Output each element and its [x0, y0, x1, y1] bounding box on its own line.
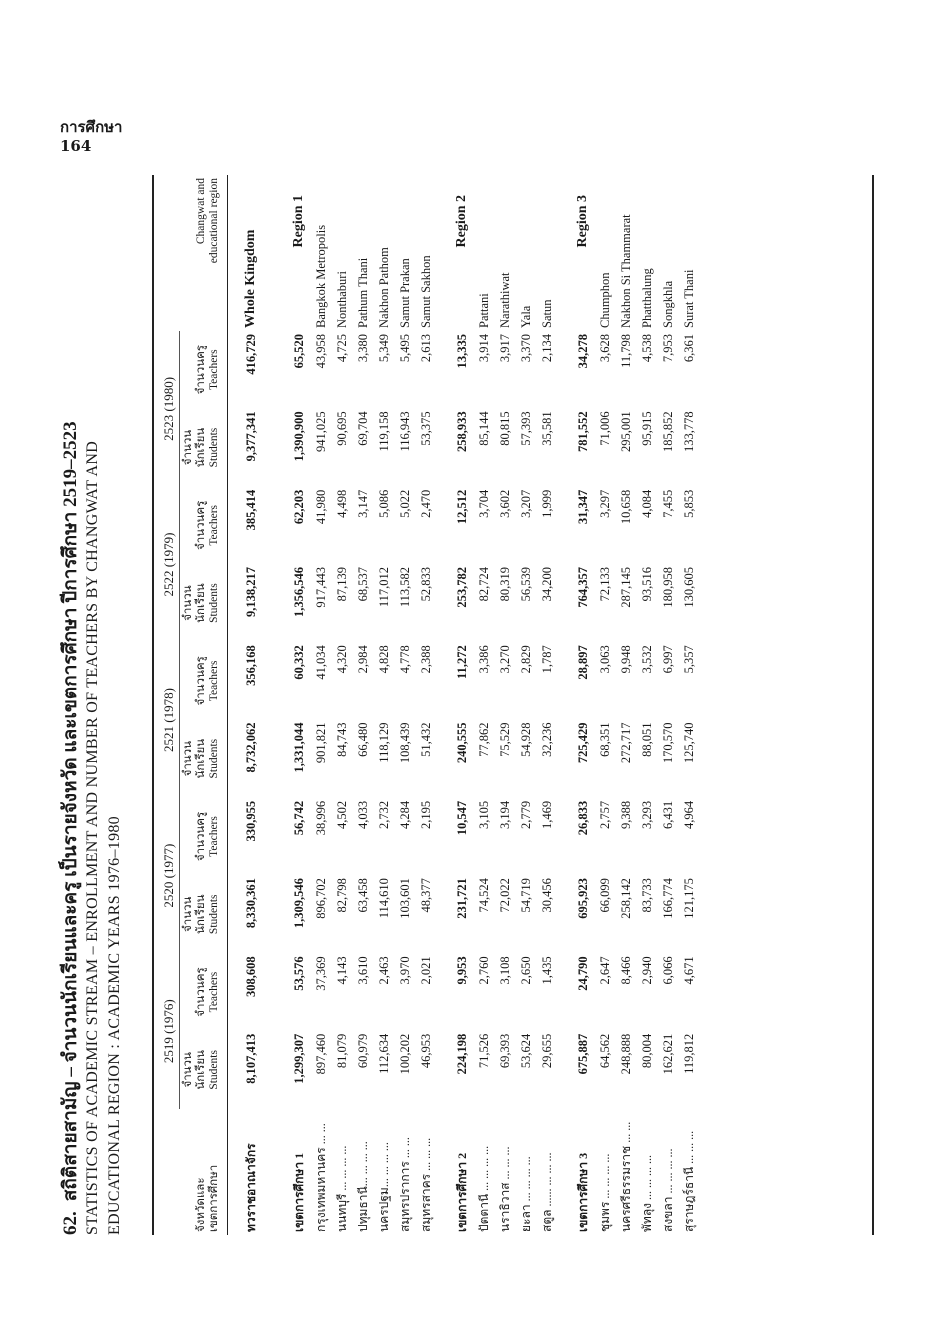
- teachers-cell: 3,970: [398, 956, 412, 985]
- teachers-cell: 3,380: [356, 334, 370, 363]
- row-label-english: Narathiwat: [498, 272, 512, 328]
- teachers-cell: 385,414: [243, 489, 258, 531]
- teachers-cell: 1,435: [540, 956, 554, 985]
- teachers-cell: 4,538: [640, 334, 654, 363]
- teachers-cell: 4,498: [335, 489, 349, 518]
- teachers-cell: 41,980: [314, 489, 328, 525]
- region-row: [437, 175, 474, 1235]
- students-cell: 917,443: [314, 566, 328, 608]
- students-cell: 75,529: [498, 722, 512, 757]
- row-label-thai: นนทบุรี ... ... ... ...: [335, 1145, 349, 1232]
- teachers-cell: 5,357: [682, 645, 696, 674]
- students-cell: 180,958: [661, 566, 675, 608]
- teachers-cell: 5,022: [398, 489, 412, 518]
- row-label-thai: นครปฐม... ... ... ...: [377, 1142, 391, 1232]
- row-label-thai: สุราษฎร์ธานี ... ... ...: [682, 1130, 696, 1232]
- title-english-line1: STATISTICS OF ACADEMIC STREAM – ENROLLMENT AND NUMBER OF TEACHERS BY CHANGWAT AND: [84, 440, 101, 1235]
- teachers-header: จำนวนครู Teachers: [195, 345, 220, 395]
- teachers-cell: 28,897: [575, 645, 590, 680]
- teachers-cell: 11,798: [619, 334, 633, 368]
- teachers-cell: 2,463: [377, 956, 391, 985]
- teachers-cell: 8,466: [619, 956, 633, 985]
- students-cell: 117,012: [377, 566, 391, 608]
- students-cell: 32,236: [540, 722, 554, 757]
- students-cell: 80,004: [640, 1033, 654, 1069]
- teachers-cell: 24,790: [575, 956, 590, 991]
- row-label-thai: สมุทรปราการ ... ...: [398, 1137, 412, 1232]
- students-cell: 83,733: [640, 878, 654, 913]
- row-label-english: Bangkok Metropolis: [314, 224, 328, 328]
- row-label-english: Samut Prakan: [398, 258, 412, 328]
- teachers-cell: 3,063: [598, 645, 612, 674]
- students-cell: 72,133: [598, 566, 612, 602]
- students-cell: 287,145: [619, 566, 633, 608]
- row-label-english: Region 3: [575, 195, 590, 248]
- title-thai: สถิติสายสามัญ – จำนวนนักเรียนและครู เป็นรายจังหวัด และเขตการศึกษา ปีการศึกษา 2519–2523: [60, 421, 81, 1202]
- table-row: [332, 175, 353, 1235]
- row-label-english: Phatthalung: [640, 268, 654, 328]
- students-cell: 764,357: [575, 566, 590, 608]
- teachers-cell: 3,207: [519, 489, 533, 518]
- teachers-cell: 2,984: [356, 645, 370, 674]
- teachers-cell: 5,349: [377, 334, 391, 363]
- row-label-thai: ปัตตานี ... ... ... ...: [477, 1145, 491, 1232]
- students-cell: 90,695: [335, 411, 349, 446]
- teachers-cell: 31,347: [575, 489, 590, 525]
- table-row: [495, 175, 516, 1235]
- title-english-line2: EDUCATIONAL REGION : ACADEMIC YEARS 1976–1980: [106, 816, 123, 1235]
- row-label-english: Yala: [519, 305, 533, 328]
- students-cell: 80,815: [498, 411, 512, 446]
- teachers-header: จำนวนครู Teachers: [195, 811, 220, 862]
- row-label-english: Samut Sakhon: [419, 255, 433, 328]
- teachers-cell: 2,195: [419, 800, 433, 829]
- table-row: [595, 175, 616, 1235]
- table-row: [637, 175, 658, 1235]
- teachers-cell: 3,914: [477, 334, 491, 363]
- students-cell: 695,923: [575, 878, 590, 919]
- students-cell: 1,356,546: [291, 566, 306, 617]
- students-cell: 66,480: [356, 722, 370, 757]
- students-cell: 248,888: [619, 1033, 633, 1075]
- teachers-cell: 2,940: [640, 956, 654, 985]
- teachers-cell: 5,086: [377, 489, 391, 518]
- students-cell: 95,915: [640, 411, 654, 446]
- students-cell: 125,740: [682, 722, 696, 764]
- students-cell: 69,704: [356, 411, 370, 446]
- students-cell: 77,862: [477, 722, 491, 757]
- teachers-cell: 3,610: [356, 956, 370, 985]
- top-rule: [152, 175, 154, 1235]
- teachers-cell: 3,147: [356, 489, 370, 518]
- students-cell: 60,979: [356, 1033, 370, 1069]
- students-cell: 108,439: [398, 722, 412, 764]
- teachers-cell: 26,833: [575, 800, 590, 836]
- teachers-cell: 3,270: [498, 645, 512, 674]
- table-number: 62.: [60, 1211, 81, 1235]
- teachers-cell: 3,105: [477, 800, 491, 829]
- kingdom-row: [228, 175, 275, 1235]
- students-cell: 118,129: [377, 722, 391, 763]
- students-cell: 84,743: [335, 722, 349, 757]
- bottom-rule: [872, 175, 874, 1235]
- students-cell: 71,526: [477, 1033, 491, 1069]
- row-label-english: Songkhla: [661, 280, 675, 328]
- students-cell: 8,107,413: [243, 1033, 258, 1084]
- table-title: [60, 175, 126, 1235]
- students-cell: 57,393: [519, 411, 533, 446]
- students-cell: 88,051: [640, 722, 654, 757]
- students-cell: 71,006: [598, 411, 612, 446]
- students-cell: 53,624: [519, 1033, 533, 1069]
- students-cell: 112,634: [377, 1033, 391, 1074]
- row-label-thai: กรุงเทพมหานคร ... ...: [314, 1123, 328, 1232]
- teachers-cell: 11,272: [454, 645, 469, 679]
- teachers-cell: 1,469: [540, 800, 554, 829]
- students-header: จำนวน นักเรียน Students: [182, 894, 220, 935]
- students-cell: 896,702: [314, 878, 328, 919]
- students-cell: 119,158: [377, 411, 391, 452]
- students-cell: 166,774: [661, 878, 675, 919]
- row-label-english: Region 1: [291, 195, 306, 248]
- students-header: จำนวน นักเรียน Students: [182, 738, 220, 779]
- teachers-cell: 330,955: [243, 800, 258, 842]
- teachers-cell: 53,576: [291, 956, 306, 991]
- teachers-cell: 5,495: [398, 334, 412, 363]
- students-cell: 54,719: [519, 878, 533, 913]
- students-cell: 52,833: [419, 566, 433, 602]
- teachers-cell: 4,671: [682, 956, 696, 985]
- teachers-cell: 3,370: [519, 334, 533, 363]
- teachers-cell: 3,602: [498, 489, 512, 518]
- students-cell: 93,516: [640, 566, 654, 602]
- teachers-cell: 43,958: [314, 334, 328, 369]
- students-cell: 81,079: [335, 1033, 349, 1069]
- row-label-english: Pattani: [477, 293, 491, 328]
- statistics-table: [160, 175, 700, 1235]
- teachers-cell: 2,470: [419, 489, 433, 518]
- teachers-cell: 2,021: [419, 956, 433, 985]
- teachers-cell: 4,828: [377, 645, 391, 674]
- students-cell: 85,144: [477, 411, 491, 446]
- students-cell: 295,001: [619, 411, 633, 452]
- teachers-cell: 4,502: [335, 800, 349, 829]
- table-row: [516, 175, 537, 1235]
- teachers-cell: 2,779: [519, 800, 533, 829]
- teachers-cell: 7,953: [661, 334, 675, 363]
- page-header: [60, 118, 122, 156]
- students-header: จำนวน นักเรียน Students: [182, 583, 220, 623]
- table-row: [679, 175, 700, 1235]
- teachers-header: จำนวนครู Teachers: [195, 500, 220, 550]
- teachers-cell: 60,332: [291, 645, 306, 680]
- table-row: [395, 175, 416, 1235]
- teachers-cell: 308,608: [243, 956, 258, 998]
- students-cell: 87,139: [335, 566, 349, 602]
- year-header: 2520 (1977): [160, 798, 180, 954]
- teachers-cell: 34,278: [575, 334, 590, 369]
- row-label-thai: พัทลุง ... ... ... ...: [640, 1154, 654, 1232]
- teachers-cell: 1,787: [540, 645, 554, 674]
- students-cell: 116,943: [398, 411, 412, 452]
- students-cell: 56,539: [519, 566, 533, 602]
- teachers-cell: 6,997: [661, 645, 675, 674]
- students-cell: 185,852: [661, 411, 675, 452]
- students-cell: 119,812: [682, 1033, 696, 1074]
- students-cell: 675,887: [575, 1033, 590, 1075]
- students-cell: 114,610: [377, 878, 391, 919]
- students-cell: 82,798: [335, 878, 349, 913]
- row-label-thai: นราธิวาส ... ... ...: [498, 1146, 512, 1232]
- row-label-thai: เขตการศึกษา 1: [291, 1152, 306, 1232]
- row-label-english: Nakhon Si Thammarat: [619, 214, 633, 328]
- row-label-english: Pathum Thani: [356, 257, 370, 328]
- teachers-cell: 5,853: [682, 489, 696, 518]
- teachers-cell: 6,066: [661, 956, 675, 985]
- students-cell: 9,377,341: [243, 411, 258, 462]
- students-cell: 781,552: [575, 411, 590, 452]
- students-cell: 162,621: [661, 1033, 675, 1075]
- rotated-table-page: [60, 175, 880, 1235]
- students-cell: 54,928: [519, 722, 533, 757]
- students-cell: 1,390,900: [291, 411, 306, 462]
- row-label-thai: ชุมพร ... ... ... ...: [598, 1153, 612, 1232]
- students-cell: 63,458: [356, 878, 370, 913]
- students-header: จำนวน นักเรียน Students: [182, 1050, 220, 1090]
- teachers-cell: 3,386: [477, 645, 491, 674]
- table-row: [616, 175, 637, 1235]
- students-cell: 30,456: [540, 878, 554, 913]
- teachers-cell: 416,729: [243, 334, 258, 375]
- teachers-cell: 3,628: [598, 334, 612, 363]
- row-label-english: Nakhon Pathom: [377, 247, 391, 328]
- row-label-thai: เขตการศึกษา 3: [575, 1152, 590, 1232]
- teachers-cell: 6,431: [661, 800, 675, 829]
- teachers-cell: 38,996: [314, 800, 328, 836]
- students-cell: 72,022: [498, 878, 512, 913]
- students-cell: 46,953: [419, 1033, 433, 1069]
- students-cell: 941,025: [314, 411, 328, 452]
- teachers-cell: 10,658: [619, 489, 633, 525]
- students-cell: 130,605: [682, 566, 696, 608]
- teachers-header: จำนวนครู Teachers: [195, 967, 220, 1017]
- row-label-thai: สงขลา ... ... ... ...: [661, 1148, 675, 1232]
- table-row: [416, 175, 437, 1235]
- table-row: [374, 175, 395, 1235]
- teachers-cell: 4,964: [682, 800, 696, 829]
- teachers-cell: 65,520: [291, 334, 306, 369]
- row-label-thai: สตูล ...... ... ... ...: [540, 1152, 554, 1232]
- teachers-cell: 2,134: [540, 334, 554, 363]
- teachers-cell: 4,778: [398, 645, 412, 674]
- students-cell: 103,601: [398, 878, 412, 919]
- students-cell: 133,778: [682, 411, 696, 452]
- sub-header-row: [180, 175, 224, 1235]
- students-cell: 51,432: [419, 722, 433, 757]
- teachers-cell: 3,293: [640, 800, 654, 829]
- teachers-cell: 2,732: [377, 800, 391, 829]
- teachers-cell: 3,194: [498, 800, 512, 829]
- table-row: [353, 175, 374, 1235]
- students-cell: 9,138,217: [243, 566, 258, 617]
- students-cell: 53,375: [419, 411, 433, 446]
- teachers-cell: 6,361: [682, 334, 696, 363]
- students-cell: 48,377: [419, 878, 433, 913]
- students-cell: 8,330,361: [243, 878, 258, 929]
- region-row: [558, 175, 595, 1235]
- teachers-cell: 2,650: [519, 956, 533, 985]
- students-cell: 82,724: [477, 566, 491, 602]
- row-label-english: Surat Thani: [682, 269, 696, 328]
- teachers-cell: 3,917: [498, 334, 512, 363]
- students-cell: 725,429: [575, 722, 590, 764]
- students-cell: 897,460: [314, 1033, 328, 1075]
- students-cell: 1,299,307: [291, 1033, 306, 1084]
- row-label-thai: ปทุมธานี... ... ... ...: [356, 1141, 370, 1232]
- table-row: [658, 175, 679, 1235]
- row-label-english: Chumphon: [598, 272, 612, 328]
- teachers-cell: 3,108: [498, 956, 512, 985]
- year-header: 2522 (1979): [160, 487, 180, 643]
- teachers-cell: 2,647: [598, 956, 612, 985]
- students-cell: 35,581: [540, 411, 554, 446]
- students-cell: 170,570: [661, 722, 675, 764]
- teachers-cell: 4,033: [356, 800, 370, 829]
- students-cell: 1,331,044: [291, 722, 306, 773]
- students-cell: 258,142: [619, 878, 633, 919]
- teachers-cell: 37,369: [314, 956, 328, 991]
- row-label-english: Whole Kingdom: [243, 229, 258, 328]
- teachers-cell: 2,760: [477, 956, 491, 985]
- teachers-cell: 56,742: [291, 800, 306, 836]
- students-cell: 29,655: [540, 1033, 554, 1069]
- students-cell: 258,933: [454, 411, 469, 452]
- row-label-thai: ยะลา ... ... ... ...: [519, 1156, 533, 1232]
- students-cell: 1,309,546: [291, 878, 306, 929]
- teachers-cell: 41,034: [314, 645, 328, 680]
- teachers-cell: 2,829: [519, 645, 533, 674]
- students-cell: 64,562: [598, 1033, 612, 1069]
- students-cell: 66,099: [598, 878, 612, 913]
- teachers-header: จำนวนครู Teachers: [195, 656, 220, 706]
- region-row: [274, 175, 311, 1235]
- teachers-cell: 2,757: [598, 800, 612, 829]
- students-cell: 231,721: [454, 878, 469, 919]
- teachers-cell: 13,335: [454, 334, 469, 369]
- teachers-cell: 4,725: [335, 334, 349, 363]
- teachers-cell: 9,948: [619, 645, 633, 674]
- teachers-cell: 4,320: [335, 645, 349, 674]
- students-cell: 224,198: [454, 1033, 469, 1075]
- table-row: [537, 175, 558, 1235]
- students-cell: 8,732,062: [243, 722, 258, 773]
- teachers-cell: 9,388: [619, 800, 633, 829]
- row-label-english: Satun: [540, 299, 554, 328]
- page-topic: การศึกษา: [60, 118, 123, 136]
- teachers-cell: 1,999: [540, 489, 554, 518]
- teachers-cell: 3,532: [640, 645, 654, 674]
- students-cell: 100,202: [398, 1033, 412, 1075]
- year-header: 2523 (1980): [160, 331, 180, 487]
- row-label-thai: ทวราชอาณาจักร: [243, 1143, 258, 1232]
- teachers-cell: 4,084: [640, 489, 654, 518]
- teachers-cell: 62,203: [291, 489, 306, 525]
- students-cell: 69,393: [498, 1033, 512, 1069]
- year-header-row: [160, 175, 180, 1235]
- students-cell: 113,582: [398, 566, 412, 608]
- column-header-changwat-english: Changwat and educational region: [195, 178, 220, 264]
- row-label-english: Nonthaburi: [335, 271, 349, 328]
- students-cell: 240,555: [454, 722, 469, 764]
- students-cell: 68,351: [598, 722, 612, 757]
- students-cell: 80,319: [498, 566, 512, 602]
- page-number: 164: [60, 137, 92, 155]
- row-label-english: Region 2: [454, 195, 469, 248]
- students-cell: 68,537: [356, 566, 370, 602]
- table-row: [474, 175, 495, 1235]
- year-header: 2519 (1976): [160, 953, 180, 1109]
- teachers-cell: 2,613: [419, 334, 433, 363]
- teachers-cell: 9,953: [454, 956, 469, 985]
- table-body: [228, 175, 701, 1235]
- teachers-cell: 3,704: [477, 489, 491, 518]
- teachers-cell: 4,143: [335, 956, 349, 985]
- students-header: จำนวน นักเรียน Students: [182, 427, 220, 468]
- row-label-thai: นครศรีธรรมราช ... ...: [619, 1121, 633, 1232]
- teachers-cell: 3,297: [598, 489, 612, 518]
- students-cell: 121,175: [682, 878, 696, 919]
- teachers-cell: 7,455: [661, 489, 675, 518]
- students-cell: 34,200: [540, 566, 554, 602]
- students-cell: 74,524: [477, 878, 491, 913]
- column-header-changwat-thai: จังหวัดและ เขตการศึกษา: [195, 1164, 220, 1232]
- row-label-thai: สมุทรสาคร ... ... ...: [419, 1137, 433, 1232]
- students-cell: 272,717: [619, 722, 633, 764]
- table-row: [311, 175, 332, 1235]
- teachers-cell: 12,512: [454, 489, 469, 525]
- students-cell: 253,782: [454, 566, 469, 608]
- teachers-cell: 10,547: [454, 800, 469, 836]
- teachers-cell: 4,284: [398, 800, 412, 829]
- teachers-cell: 356,168: [243, 645, 258, 686]
- row-label-thai: เขตการศึกษา 2: [454, 1152, 469, 1232]
- year-header: 2521 (1978): [160, 642, 180, 798]
- students-cell: 901,821: [314, 722, 328, 764]
- teachers-cell: 2,388: [419, 645, 433, 674]
